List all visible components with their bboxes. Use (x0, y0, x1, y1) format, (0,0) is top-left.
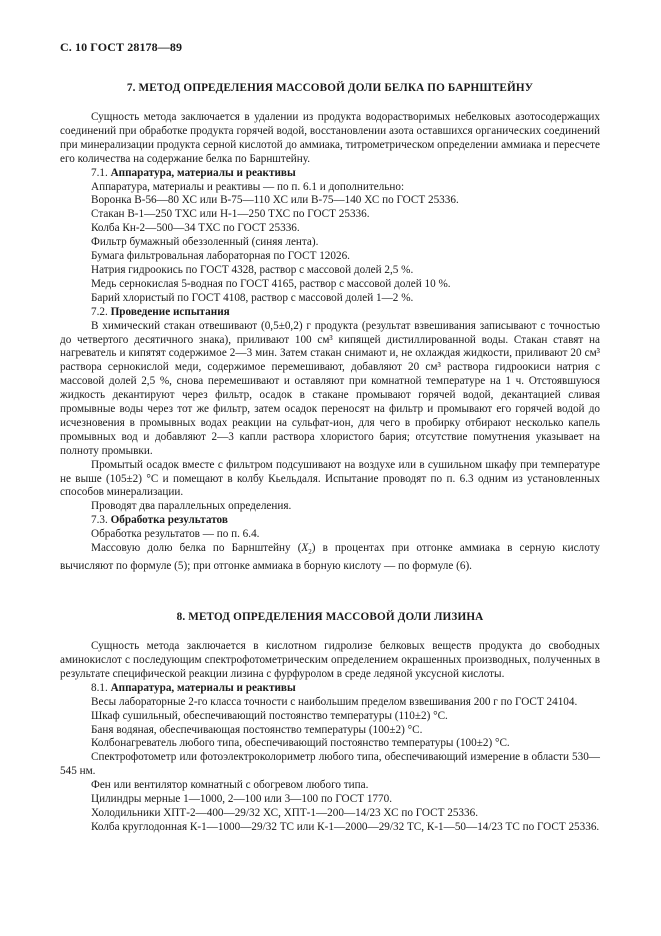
list-item: Колбонагреватель любого типа, обеспечивающий постоянство температуры (100±2) °С. (91, 737, 510, 750)
section-7-title: 7. МЕТОД ОПРЕДЕЛЕНИЯ МАССОВОЙ ДОЛИ БЕЛКА ПО БАРНШТЕЙНУ (126, 82, 534, 94)
subsection-7-2-title: Проведение испытания (110, 305, 230, 318)
formula-subscript: 2 (308, 548, 312, 557)
subsection-7-3-heading (60, 514, 600, 528)
list-item: Натрия гидроокись по ГОСТ 4328, раствор с массовой долей 2,5 %. (91, 263, 414, 276)
subsection-8-1-title: Аппаратура, материалы и реактивы (110, 681, 296, 694)
list-item: Бумага фильтровальная лабораторная по ГОСТ 12026. (91, 250, 350, 263)
list-item: Фильтр бумажный обеззоленный (синяя лента). (91, 236, 319, 249)
results-paragraph: Обработка результатов — по п. 6.4. (91, 528, 260, 541)
page-header: С. 10 ГОСТ 28178—89 (60, 40, 183, 54)
drying-paragraph: Промытый осадок вместе с фильтром подсушивают на воздухе или в сушильном шкафу при температуре не выше (105±2) °С и помещают в колбу Кьельдаля. Испытание проводят по п. 6.3 одним из установленных способов минерализации. (60, 458, 600, 499)
list-item: Колба Кн-2—500—34 ТХС по ГОСТ 25336. (91, 222, 300, 235)
subsection-7-2-number: 7.2. (91, 305, 108, 318)
document-page (60, 40, 600, 835)
subsection-8-1-list (60, 696, 600, 835)
list-item: Фен или вентилятор комнатный с обогревом любого типа. (91, 779, 369, 792)
list-item: Цилиндры мерные 1—1000, 2—100 или 3—100 по ГОСТ 1770. (91, 793, 392, 806)
procedure-paragraph: В химический стакан отвешивают (0,5±0,2) г продукта (результат взвешивания записывают с точностью до четвертого десятичного знака), приливают 100 см³ кипящей дистиллированной воды. Стакан ставят на нагреватель и кипятят содержимое 2—3 мин. Затем стакан снимают и, не охлаждая жидкости, приливают 20 см³ раствора сернокислой меди, содержимое перемешивают, добавляют 20 см³ раствора гидроокиси натрия с массовой долей 2,5 %, снова перемешивают и оставляют при комнатной температуре на 1 ч. Отстоявшуюся жидкость декантируют через фильтр, осадок в стакане промывают горячей водой, декантацией сливая промывные воды через тот же фильтр, затем осадок переносят на фильтр и промывают его горячей водой до исчезновения в промывных водах реакции на сульфат-ион, для чего в пробирку отбирают несколько капель промывных вод и добавляют 2—3 капли раствора хлористого бария; отсутствие помутнения указывает на полноту промывки. (60, 319, 600, 457)
list-item: Спектрофотометр или фотоэлектроколориметр любого типа, обеспечивающий измерение в области 530—545 нм. (60, 751, 600, 778)
formula-text-end: ) в процентах при отгонке аммиака в серную кислоту вычисляют по формуле (5); при отгонке аммиака в борную кислоту — по формуле (6). (60, 542, 600, 573)
list-item: Медь сернокислая 5-водная по ГОСТ 4165, раствор с массовой долей 10 %. (91, 277, 451, 290)
subsection-7-1-title: Аппаратура, материалы и реактивы (110, 166, 296, 179)
subsection-8-1-heading (60, 682, 600, 696)
list-item: Баня водяная, обеспечивающая постоянство температуры (100±2) °С. (91, 723, 423, 736)
list-item: Воронка В-56—80 ХС или В-75—110 ХС или В-75—140 ХС по ГОСТ 25336. (91, 194, 459, 207)
formula-text-start: Массовую долю белка по Барнштейну ( (91, 542, 302, 555)
formula-symbol: X (301, 542, 309, 555)
subsection-7-2-heading (60, 306, 600, 320)
list-item: Аппаратура, материалы и реактивы — по п. 6.1 и дополнительно: (91, 180, 405, 193)
list-item: Холодильники ХПТ-2—400—29/32 ХС, ХПТ-1—200—14/23 ХС по ГОСТ 25336. (91, 807, 478, 820)
list-item: Весы лабораторные 2-го класса точности с наибольшим пределом взвешивания 200 г по ГОСТ 24104. (91, 695, 578, 708)
subsection-8-1-number: 8.1. (91, 681, 108, 694)
list-item: Стакан В-1—250 ТХС или Н-1—250 ТХС по ГОСТ 25336. (91, 208, 370, 221)
subsection-7-3-number: 7.3. (91, 514, 108, 527)
section-8-title: 8. МЕТОД ОПРЕДЕЛЕНИЯ МАССОВОЙ ДОЛИ ЛИЗИНА (176, 611, 484, 624)
list-item: Барий хлористый по ГОСТ 4108, раствор с массовой долей 1—2 %. (91, 291, 414, 304)
list-item: Шкаф сушильный, обеспечивающий постоянство температуры (110±2) °С. (91, 709, 448, 722)
parallel-determinations-paragraph: Проводят два параллельных определения. (91, 500, 292, 513)
subsection-7-3-title: Обработка результатов (110, 514, 228, 527)
formula-paragraph (60, 542, 600, 574)
list-item: Колба круглодонная К-1—1000—29/32 ТС или К-1—2000—29/32 ТС, К-1—50—14/23 ТС по ГОСТ 25336. (91, 820, 600, 833)
subsection-7-1-list (60, 181, 600, 306)
subsection-7-1-heading (60, 167, 600, 181)
section-7-intro: Сущность метода заключается в удалении из продукта водорастворимых небелковых азотосодержащих соединений при обработке продукта горячей водой, восстановлении азота оставшихся органических соединений при минерализации продукта серной кислотой до аммиака, титрометрическом определении аммиака и пересчете его количества на содержание белка по Барнштейну. (60, 111, 600, 165)
section-8-intro: Сущность метода заключается в кислотном гидролизе белковых веществ продукта до свободных аминокислот с последующим спектрофотометрическим определением окрашенных производных, полученных в результате специфической реакции лизина с фурфуролом в среде ледяной уксусной кислоты. (60, 640, 600, 680)
subsection-7-1-number: 7.1. (91, 166, 108, 179)
